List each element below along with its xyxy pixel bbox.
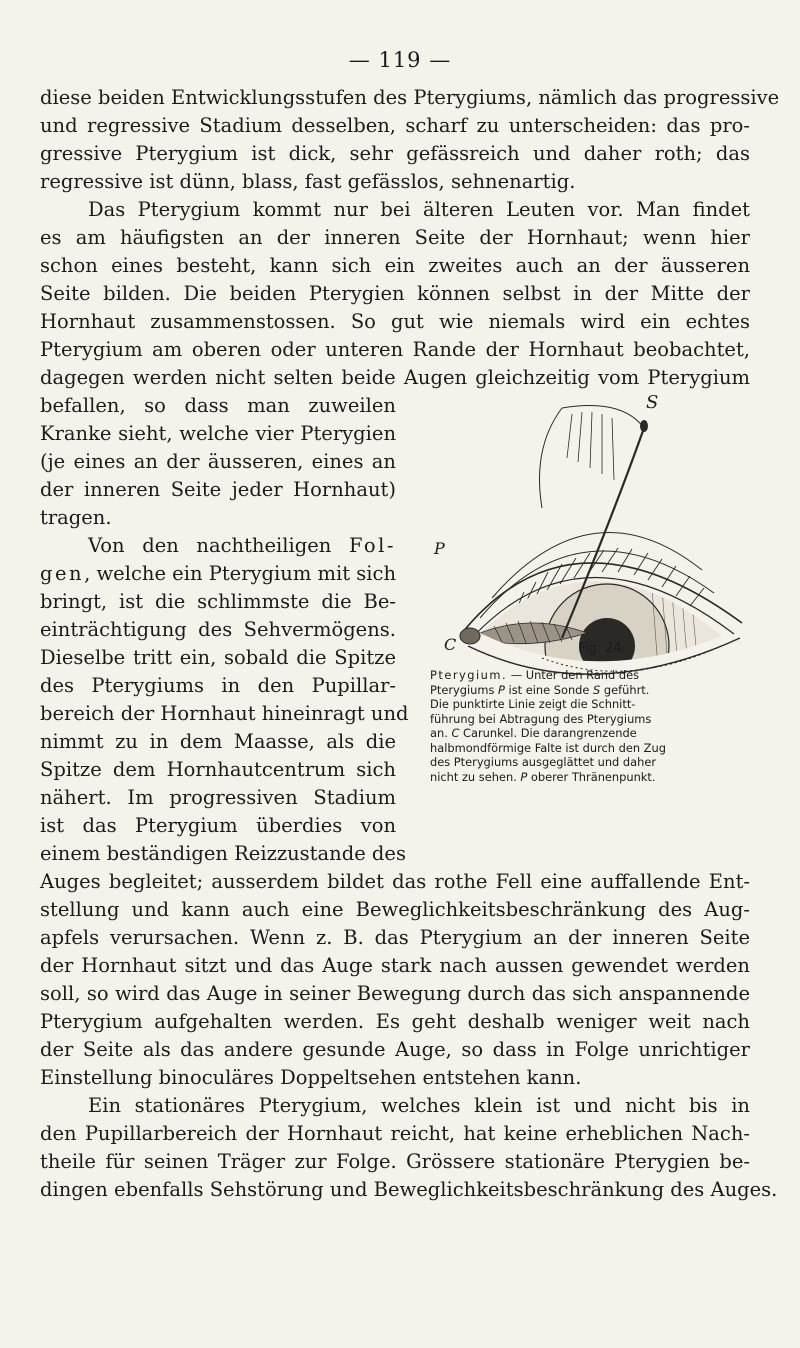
figure-caption	[430, 668, 772, 784]
text-line: es am häufigsten an der inneren Seite der Hornhaut; wenn hier	[40, 226, 750, 249]
caption-line	[430, 770, 772, 785]
caption-line: Die punktirte Linie zeigt die Schnitt-	[430, 697, 636, 711]
text-line: theile für seinen Träger zur Folge. Grössere stationäre Pterygien be-	[40, 1150, 750, 1173]
page-number: — 119 —	[348, 48, 452, 72]
text-line: einträchtigung des Sehvermögens.	[40, 618, 396, 641]
caption-line	[430, 683, 772, 698]
text-fragment-spaced: Fol-	[348, 534, 396, 557]
caption-letter: P	[520, 769, 528, 784]
text-line: (je eines an der äusseren, eines an	[40, 450, 396, 473]
text-line: bringt, ist die schlimmste die Be-	[40, 590, 396, 613]
text-line: soll, so wird das Auge in seiner Bewegung durch das sich anspannende	[40, 982, 750, 1005]
paragraph-2	[40, 196, 750, 392]
paragraph-3-column	[40, 532, 409, 868]
text-line: dagegen werden nicht selten beide Augen gleichzeitig vom Pterygium	[40, 366, 750, 389]
text-line: nähert. Im progressiven Stadium	[40, 786, 396, 809]
caption-term: Pterygium.	[430, 668, 508, 682]
text-line: Pterygium am oberen oder unteren Rande der Hornhaut beobachtet,	[40, 338, 750, 361]
text-line: Seite bilden. Die beiden Pterygien können selbst in der Mitte der	[40, 282, 750, 305]
text-line: Spitze dem Hornhautcentrum sich	[40, 758, 396, 781]
caption-letter: S	[593, 682, 601, 697]
text-line: der Seite als das andere gesunde Auge, so dass in Folge unrichtiger	[40, 1038, 750, 1061]
text-line	[40, 532, 396, 560]
label-s: S	[646, 392, 659, 413]
text-line: ist das Pterygium überdies von	[40, 814, 396, 837]
text-line: gressive Pterygium ist dick, sehr gefässreich und daher roth; das	[40, 142, 750, 165]
text-line: einem beständigen Reizzustande des	[40, 842, 406, 865]
text-line: Ein stationäres Pterygium, welches klein ist und nicht bis in	[88, 1094, 750, 1117]
text-line: den Pupillarbereich der Hornhaut reicht, hat keine erheblichen Nach-	[40, 1122, 750, 1145]
text-line: regressive ist dünn, blass, fast gefässlos, sehnenartig.	[40, 170, 576, 193]
text-fragment-spaced: gen	[40, 562, 85, 585]
text-line: stellung und kann auch eine Beweglichkeitsbeschränkung des Aug-	[40, 898, 750, 921]
paragraph-2-wrap	[40, 392, 396, 532]
caption-line: des Pterygiums ausgeglättet und daher	[430, 755, 657, 769]
text-line: des Pterygiums in den Pupillar-	[40, 674, 396, 697]
caption-text: Carunkel. Die darangrenzende	[459, 726, 637, 740]
text-line: nimmt zu in dem Maasse, als die	[40, 730, 396, 753]
text-line: Einstellung binoculäres Doppeltsehen entstehen kann.	[40, 1066, 582, 1089]
text-line: Auges begleitet; ausserdem bildet das rothe Fell eine auffallende Ent-	[40, 870, 750, 893]
label-c: C	[444, 635, 457, 654]
text-line: und regressive Stadium desselben, scharf zu unterscheiden: das pro-	[40, 114, 750, 137]
text-line: Pterygium aufgehalten werden. Es geht deshalb weniger weit nach	[40, 1010, 750, 1033]
caption-text: Pterygiums	[430, 682, 499, 697]
text-line: Dieselbe tritt ein, sobald die Spitze	[40, 646, 396, 669]
caption-text: oberer Thränenpunkt.	[527, 769, 656, 784]
caption-text: ist eine Sonde	[504, 682, 594, 697]
text-line: befallen, so dass man zuweilen	[40, 394, 396, 417]
text-line: bereich der Hornhaut hineinragt und	[40, 702, 409, 725]
label-p: P	[434, 539, 445, 558]
text-line: der Hornhaut sitzt und das Auge stark nach aussen gewendet werden	[40, 954, 750, 977]
text-fragment: Von den nachtheiligen	[88, 534, 349, 557]
caption-text: — Unter den Rand des	[507, 668, 640, 682]
paragraph-4	[40, 1092, 778, 1204]
text-line: apfels verursachen. Wenn z. B. das Pterygium an der inneren Seite	[40, 926, 750, 949]
caption-line	[430, 726, 772, 741]
figure-title: Fig. 24.	[578, 641, 626, 656]
caption-letter: P	[498, 682, 505, 697]
paragraph-3-continued	[40, 868, 750, 1092]
text-line	[40, 560, 396, 588]
caption-text: geführt.	[600, 682, 650, 697]
caption-letter: C	[451, 726, 460, 740]
text-line: dingen ebenfalls Sehstörung und Beweglichkeitsbeschränkung des Auges.	[40, 1178, 778, 1201]
caption-line: führung bei Abtragung des Pterygiums	[430, 711, 652, 726]
caption-text: nicht zu sehen.	[430, 769, 521, 784]
text-line: Kranke sieht, welche vier Pterygien	[40, 422, 396, 445]
text-line: schon eines besteht, kann sich ein zweites auch an der äusseren	[40, 254, 750, 277]
text-line: Hornhaut zusammenstossen. So gut wie niemals wird ein echtes	[40, 310, 750, 333]
paragraph-1	[40, 84, 780, 196]
text-line: Das Pterygium kommt nur bei älteren Leuten vor. Man findet	[88, 198, 750, 221]
caption-line: halbmondförmige Falte ist durch den Zug	[430, 740, 666, 755]
text-line: der inneren Seite jeder Hornhaut)	[40, 478, 396, 501]
text-line: diese beiden Entwicklungsstufen des Pterygiums, nämlich das progressive	[40, 86, 780, 109]
text-line: tragen.	[40, 506, 112, 529]
text-fragment: , welche ein Pterygium mit sich	[84, 562, 396, 585]
caption-line	[430, 668, 772, 683]
caption-text: an.	[430, 726, 452, 740]
